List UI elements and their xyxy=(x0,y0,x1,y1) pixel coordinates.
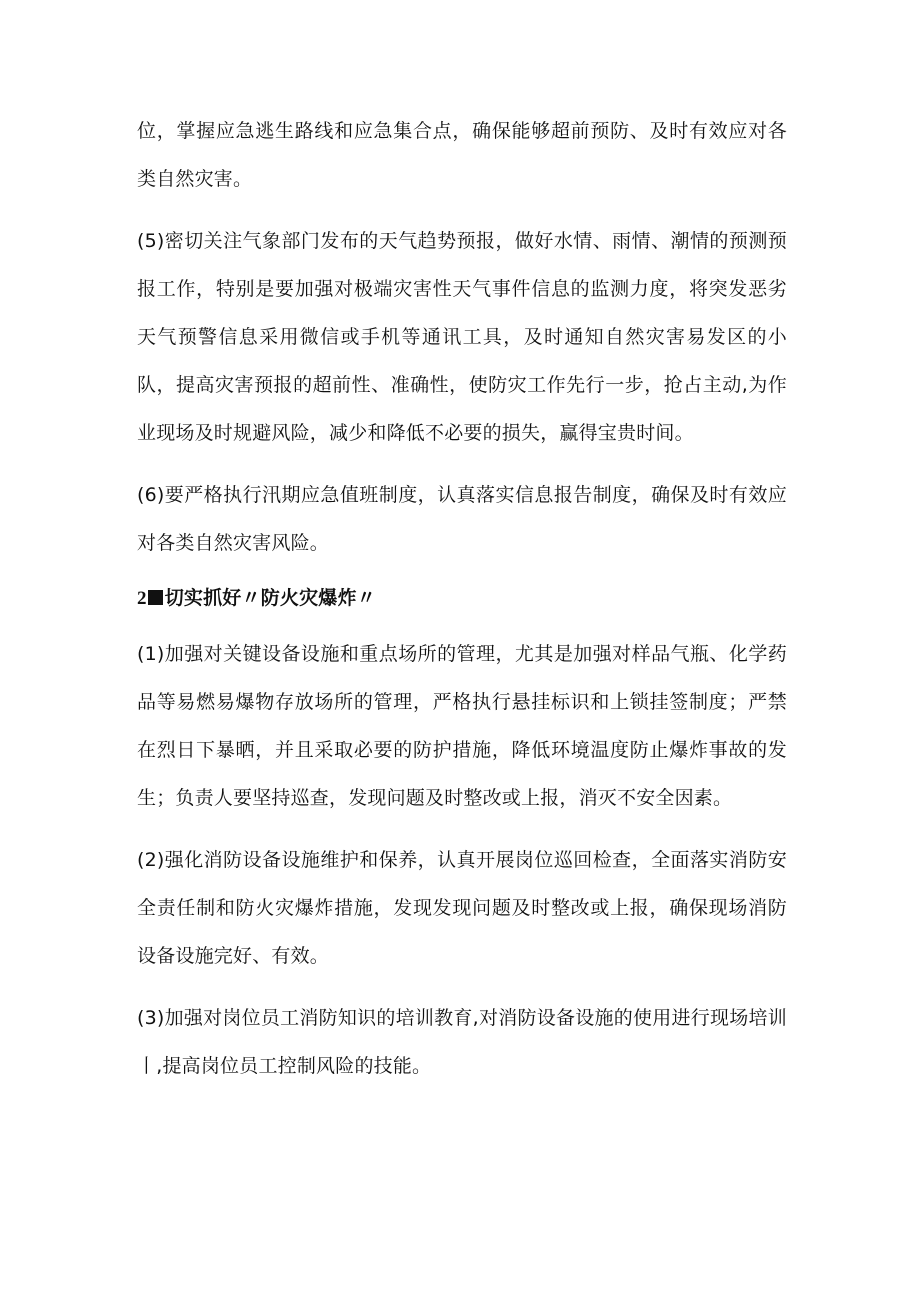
section-heading xyxy=(137,581,787,616)
paragraph-fire-item-2: (2)强化消防设备设施维护和保养，认真开展岗位巡回检查，全面落实消防安全责任制和防火灾爆炸措施，发现发现问题及时整改或上报，确保现场消防设备设施完好、有效。 xyxy=(137,849,787,967)
paragraph-item-6: (6)要严格执行汛期应急值班制度，认真落实信息报告制度，确保及时有效应对各类自然灾害风险。 xyxy=(137,484,787,554)
paragraph-item-5: (5)密切关注气象部门发布的天气趋势预报，做好水情、雨情、潮情的预测预报工作，特别是要加强对极端灾害性天气事件信息的监测力度，将突发恶劣天气预警信息采用微信或手机等通讯工具，及时通知自然灾害易发区的小队，提高灾害预报的超前性、准确性，使防灾工作先行一步，抢占主动,为作业现场及时规避风险，减少和降低不必要的损失，赢得宝贵时间。 xyxy=(137,230,787,444)
paragraph-fire-item-3: (3)加强对岗位员工消防知识的培训教育,对消防设备设施的使用进行现场培训丨,提高岗位员工控制风险的技能。 xyxy=(137,1007,787,1077)
document-body xyxy=(137,107,787,1104)
square-bullet-icon xyxy=(148,590,163,605)
section-number: 2 xyxy=(137,588,147,609)
paragraph-fire-item-1: (1)加强对关键设备设施和重点场所的管理，尤其是加强对样品气瓶、化学药品等易燃易爆物存放场所的管理，严格执行悬挂标识和上锁挂签制度；严禁在烈日下暴晒，并且采取必要的防护措施，降低环境温度防止爆炸事故的发生；负责人要坚持巡查，发现问题及时整改或上报，消灭不安全因素。 xyxy=(137,643,787,809)
section-title: 切实抓好〃防火灾爆炸〃 xyxy=(164,587,376,609)
paragraph-continuation: 位，掌握应急逃生路线和应急集合点，确保能够超前预防、及时有效应对各类自然灾害。 xyxy=(137,120,787,190)
